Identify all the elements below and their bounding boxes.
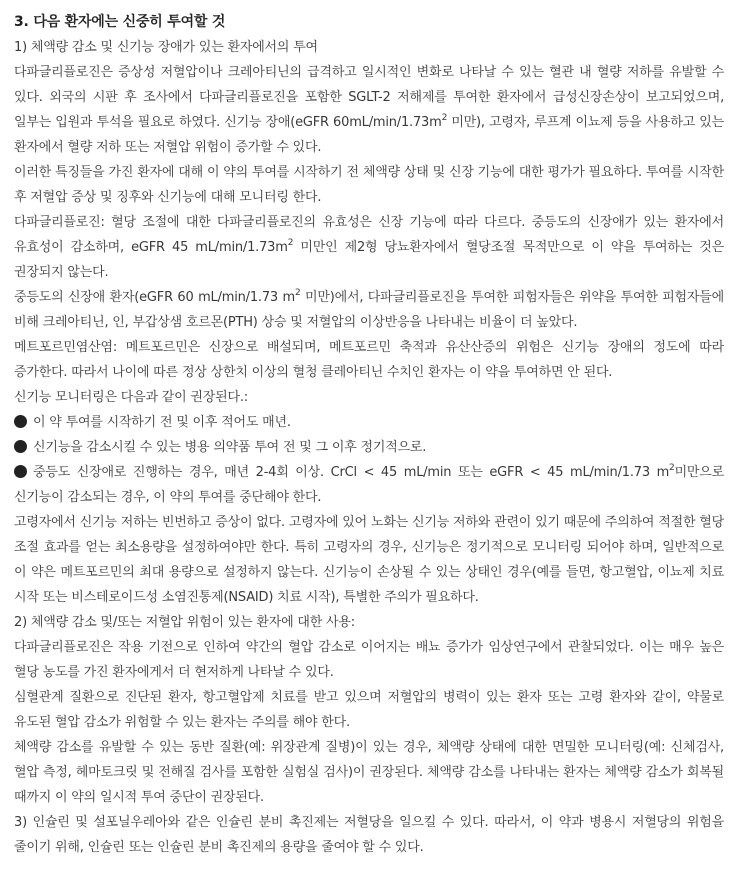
paragraph-8: 다파글리플로진은 작용 기전으로 인하여 약간의 혈압 감소로 이어지는 배뇨 증가가 임상연구에서 관찰되었다. 이는 매우 높은 혈당 농도를 가진 환자에게서 더 현저하게 나타날 수 있다. xyxy=(14,640,724,680)
paragraph-7: 고령자에서 신기능 저하는 빈번하고 증상이 없다. 고령자에 있어 노화는 신기능 저하와 관련이 있기 때문에 주의하여 적절한 혈당 조절 효과를 얻는 최소용량을 설정하여야만 한다. 특히 고령자의 경우, 신기능은 정기적으로 모니터링 되어야 하며, 일반적으로 이 약은 메트포르민의 최대 용량으로 설정하지 않는다. 신기능이 손상될 수 있는 상태인 경우(예를 들면, 항고혈압, 이뇨제 치료 시작 또는 비스테로이드성 소염진통제(NSAID) 치료 시작), 특별한 주의가 필요하다. xyxy=(14,515,724,605)
paragraph-5: 메트포르민염산염: 메트포르민은 신장으로 배설되며, 메트포르민 축적과 유산산증의 위험은 신기능 장애의 정도에 따라 증가한다. 따라서 나이에 따른 정상 상한치 이상의 혈청 클레아티닌 수치인 환자는 이 약을 투여하면 안 된다. xyxy=(14,340,724,380)
bullet-item-1 xyxy=(14,410,724,435)
paragraph-6: 신기능 모니터링은 다음과 같이 권장된다.: xyxy=(14,390,248,405)
paragraph-4-tail: 미만)에서, 다파글리플로진을 투여한 피험자들은 위약을 투여한 피험자들에 비해 크레아티닌, 인, 부갑상샘 호르몬(PTH) 상승 및 저혈압의 이상반응을 나타내는 비율이 더 높았다. xyxy=(14,290,724,330)
paragraph-1-tail: 미만), 고령자, 루프계 이뇨제 등을 사용하고 있는 환자에서 혈량 저하 또는 저혈압 위험이 증가할 수 있다. xyxy=(14,115,724,155)
superscript: 2 xyxy=(669,463,675,473)
bullet-text-3-tail: 미만으로 신기능이 감소되는 경우, 이 약의 투여를 중단해야 한다. xyxy=(14,465,724,505)
paragraph-3-tail: 미만인 제2형 당뇨환자에서 혈당조절 목적만으로 이 약을 투여하는 것은 권장되지 않는다. xyxy=(14,240,724,280)
bullet-text-1: 이 약 투여를 시작하기 전 및 이후 적어도 매년. xyxy=(33,415,291,430)
superscript: 2 xyxy=(294,288,301,298)
subsection-heading-1: 1) 체액량 감소 및 신기능 장애가 있는 환자에서의 투여 xyxy=(14,40,318,55)
bullet-dot-icon xyxy=(14,415,27,428)
superscript: 2 xyxy=(441,113,448,123)
paragraph-3-text: 다파글리플로진: 혈당 조절에 대한 다파글리플로진의 유효성은 신장 기능에 따라 다르다. 중등도의 신장애가 있는 환자에서 유효성이 감소하며, eGFR 45 mL/min/1.73m xyxy=(14,215,724,255)
bullet-text-2: 신기능을 감소시킬 수 있는 병용 의약품 투여 전 및 그 이후 정기적으로. xyxy=(33,440,427,455)
paragraph-3 xyxy=(14,210,724,285)
paragraph-1-text: 다파글리플로진은 증상성 저혈압이나 크레아티닌의 급격하고 일시적인 변화로 나타날 수 있는 혈관 내 혈량 저하를 유발할 수 있다. 외국의 시판 후 조사에서 다파글리플로진을 포함한 SGLT-2 저해제를 투여한 환자에서 급성신장손상이 보고되었으며, 일부는 입원과 투석을 필요로 하였다. 신기능 장애(eGFR 60mL/min/1.73m xyxy=(14,65,724,130)
paragraph-9: 심혈관계 질환으로 진단된 환자, 항고혈압제 치료를 받고 있으며 저혈압의 병력이 있는 환자 또는 고령 환자와 같이, 약물로 유도된 혈압 감소가 위험할 수 있는 환자는 주의를 해야 한다. xyxy=(14,690,724,730)
bullet-dot-icon xyxy=(14,440,27,453)
paragraph-4 xyxy=(14,285,724,335)
bullet-item-2 xyxy=(14,435,724,460)
section-title: 3. 다음 환자에는 신중히 투여할 것 xyxy=(14,14,226,30)
paragraph-4-text: 중등도의 신장애 환자(eGFR 60 mL/min/1.73 m xyxy=(14,290,295,305)
paragraph-1 xyxy=(14,60,724,160)
paragraph-10: 체액량 감소를 유발할 수 있는 동반 질환(예: 위장관계 질병)이 있는 경우, 체액량 상태에 대한 면밀한 모니터링(예: 신체검사, 혈압 측정, 헤마토크릿 및 전해질 검사를 포함한 실험실 검사)이 권장된다. 체액량 감소를 나타내는 환자는 체액량 감소가 회복될 때까지 이 약의 일시적 투여 중단이 권장된다. xyxy=(14,740,724,805)
superscript: 2 xyxy=(287,238,294,248)
bullet-item-3 xyxy=(14,460,724,510)
bullet-dot-icon xyxy=(14,465,27,478)
paragraph-2: 이러한 특징들을 가진 환자에 대해 이 약의 투여를 시작하기 전 체액량 상태 및 신장 기능에 대한 평가가 필요하다. 투여를 시작한 후 저혈압 증상 및 징후와 신기능에 대해 모니터링 한다. xyxy=(14,165,724,205)
bullet-text-3: 중등도 신장애로 진행하는 경우, 매년 2-4회 이상. CrCl < 45 mL/min 또는 eGFR < 45 mL/min/1.73 m xyxy=(33,465,670,480)
paragraph-11: 3) 인슐린 및 설포닐우레아와 같은 인슐린 분비 촉진제는 저혈당을 일으킬 수 있다. 따라서, 이 약과 병용시 저혈당의 위험을 줄이기 위해, 인슐린 또는 인슐린 분비 촉진제의 용량을 줄여야 할 수 있다. xyxy=(14,815,724,855)
subsection-heading-2: 2) 체액량 감소 및/또는 저혈압 위험이 있는 환자에 대한 사용: xyxy=(14,615,355,630)
